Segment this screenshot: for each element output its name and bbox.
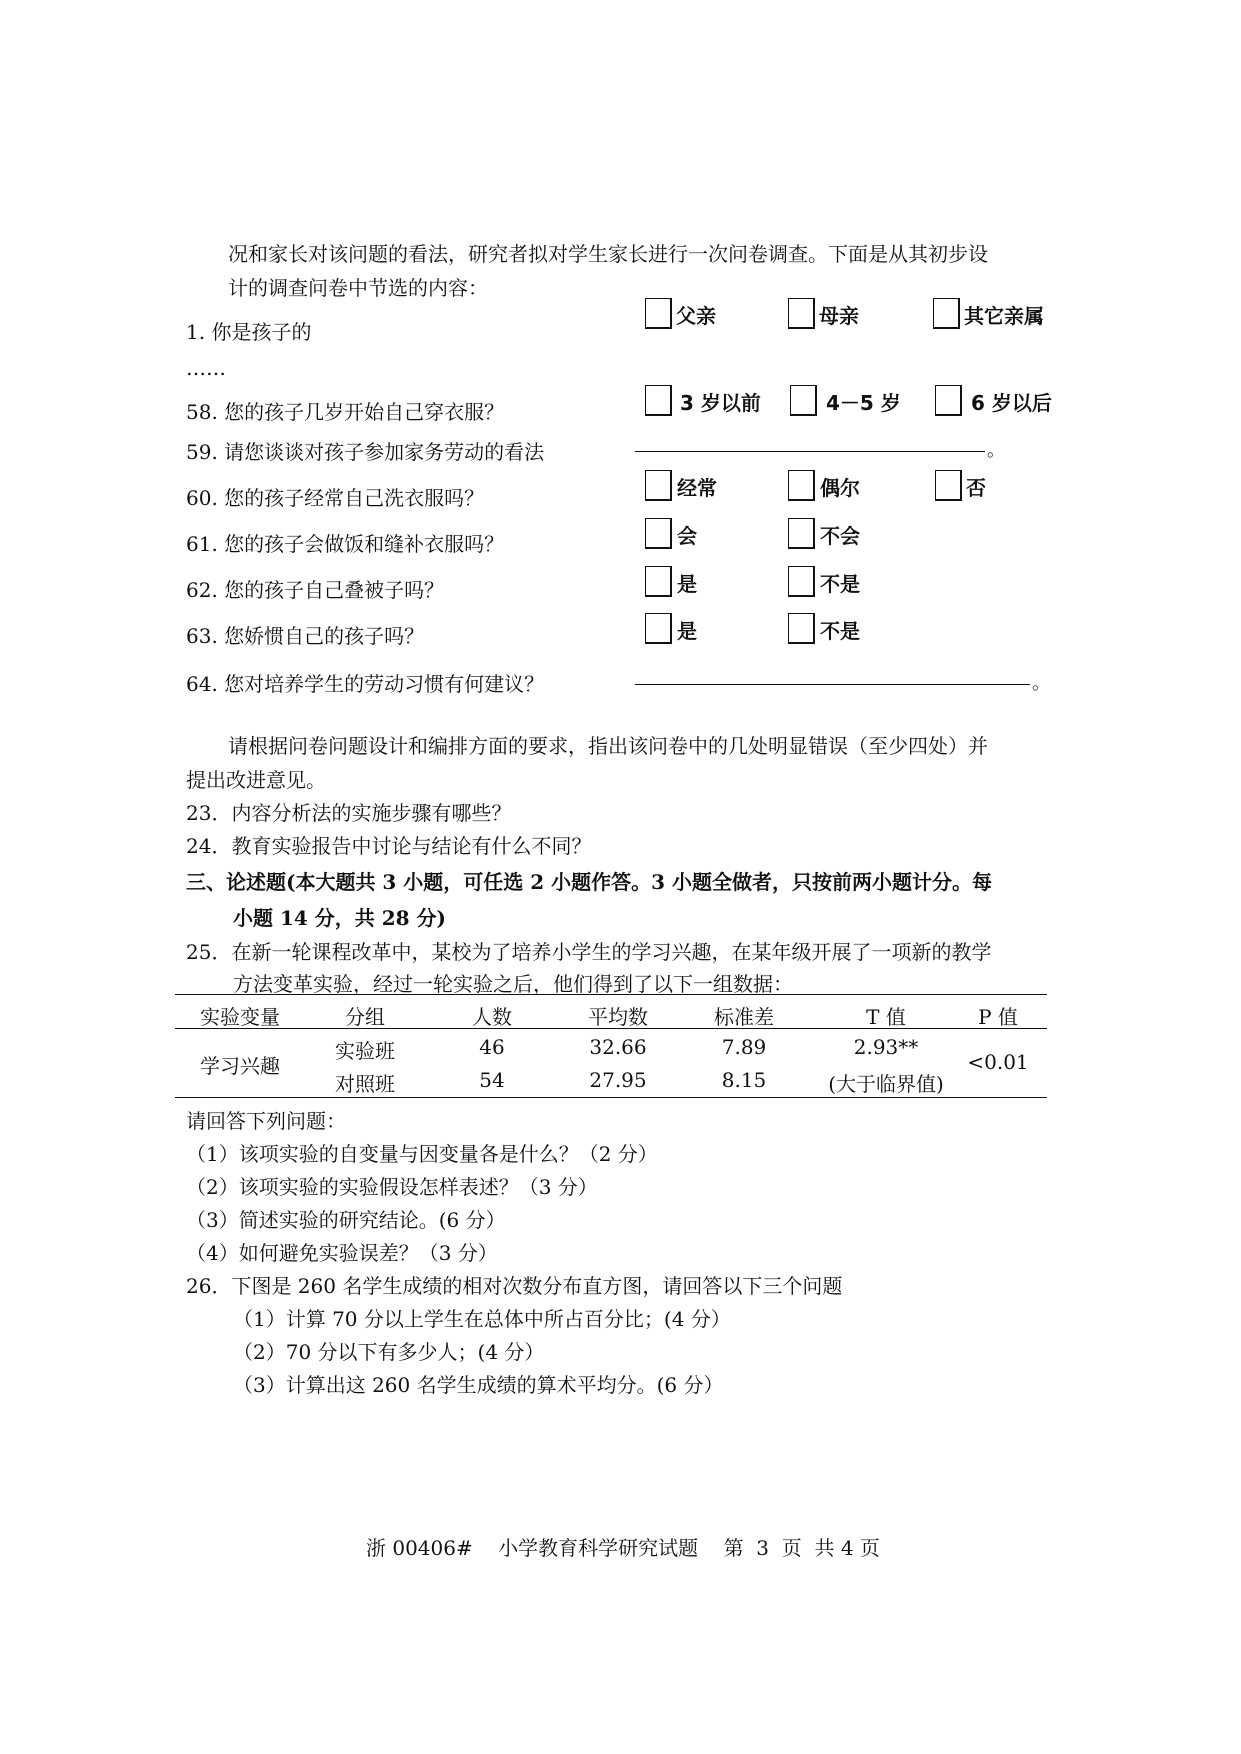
option-no-63-label: 不是 bbox=[820, 619, 860, 643]
checkbox-after-6[interactable] bbox=[935, 385, 962, 416]
q26-sub-1: （1）计算 70 分以上学生在总体中所占百分比；(4 分） bbox=[233, 1307, 731, 1331]
checkbox-yes-62[interactable] bbox=[645, 566, 672, 597]
checkbox-before-3[interactable] bbox=[645, 385, 672, 416]
checkbox-no[interactable] bbox=[935, 470, 962, 501]
question-60-text: 60. 您的孩子经常自己洗衣服吗？ bbox=[186, 486, 485, 510]
question-58-text: 58. 您的孩子几岁开始自己穿衣服？ bbox=[186, 400, 505, 424]
checkbox-no-62[interactable] bbox=[788, 566, 815, 597]
q25-sub-2: （2）该项实验的实验假设怎样表述？（3 分） bbox=[186, 1175, 598, 1199]
checkbox-often[interactable] bbox=[645, 470, 672, 501]
option-cannot-label: 不会 bbox=[820, 524, 860, 548]
checkbox-can[interactable] bbox=[645, 518, 672, 549]
intro-line-2: 计的调查问卷中节选的内容： bbox=[228, 276, 488, 300]
table-header-p: P 值 bbox=[978, 1005, 1018, 1029]
option-occasionally-label: 偶尔 bbox=[820, 476, 860, 500]
q26-sub-3: （3）计算出这 260 名学生成绩的算术平均分。(6 分） bbox=[233, 1373, 724, 1397]
option-often-label: 经常 bbox=[677, 476, 717, 500]
table-row-1-mean: 32.66 bbox=[589, 1035, 647, 1059]
option-other-relative-label: 其它亲属 bbox=[964, 304, 1044, 328]
instruction-line-1: 请根据问卷问题设计和编排方面的要求，指出该问卷中的几处明显错误（至少四处）并 bbox=[228, 734, 988, 758]
option-no-label: 否 bbox=[966, 476, 986, 500]
checkbox-yes-63[interactable] bbox=[645, 613, 672, 644]
checkbox-mother[interactable] bbox=[788, 298, 815, 329]
option-before-3-label: 3 岁以前 bbox=[680, 391, 761, 415]
q25-sub-4: （4）如何避免实验误差？（3 分） bbox=[186, 1241, 498, 1265]
option-after-6-label: 6 岁以后 bbox=[971, 391, 1052, 415]
option-no-62-label: 不是 bbox=[820, 572, 860, 596]
checkbox-cannot[interactable] bbox=[788, 518, 815, 549]
table-row-2-group: 对照班 bbox=[335, 1072, 395, 1096]
table-p-cell: <0.01 bbox=[967, 1050, 1029, 1074]
table-row-1-t: 2.93** bbox=[853, 1035, 919, 1059]
option-yes-62-label: 是 bbox=[677, 572, 697, 596]
question-25-line-1: 25．在新一轮课程改革中，某校为了培养小学生的学习兴趣，在某年级开展了一项新的教学 bbox=[186, 940, 992, 964]
option-can-label: 会 bbox=[677, 524, 697, 548]
ellipsis: …… bbox=[186, 356, 226, 380]
q26-sub-2: （2）70 分以下有多少人；(4 分） bbox=[233, 1340, 545, 1364]
question-64-text: 64. 您对培养学生的劳动习惯有何建议？ bbox=[186, 672, 545, 696]
checkbox-father[interactable] bbox=[645, 298, 672, 329]
intro-line-1: 况和家长对该问题的看法，研究者拟对学生家长进行一次问卷调查。下面是从其初步设 bbox=[228, 242, 988, 266]
question-23: 23．内容分析法的实施步骤有哪些？ bbox=[186, 801, 512, 825]
table-header-sd: 标准差 bbox=[714, 1005, 774, 1029]
answer-line-64[interactable] bbox=[635, 684, 1030, 685]
question-26-line-1: 26．下图是 260 名学生成绩的相对次数分布直方图，请回答以下三个问题 bbox=[186, 1274, 843, 1298]
option-father-label: 父亲 bbox=[676, 304, 716, 328]
table-row-2-n: 54 bbox=[479, 1068, 505, 1092]
question-62-text: 62. 您的孩子自己叠被子吗？ bbox=[186, 578, 445, 602]
table-row-2-mean: 27.95 bbox=[589, 1068, 647, 1092]
table-row-2-t: (大于临界值) bbox=[828, 1072, 944, 1096]
checkbox-occasionally[interactable] bbox=[788, 470, 815, 501]
table-header-t: T 值 bbox=[866, 1005, 906, 1029]
section-3-heading-line-1: 三、论述题(本大题共 3 小题，可任选 2 小题作答。3 小题全做者，只按前两小题计分。每 bbox=[186, 870, 993, 894]
question-63-text: 63. 您娇惯自己的孩子吗？ bbox=[186, 624, 425, 648]
question-1-text: 1. 你是孩子的 bbox=[186, 320, 312, 344]
option-mother-label: 母亲 bbox=[819, 304, 859, 328]
section-3-heading-line-2: 小题 14 分，共 28 分) bbox=[233, 906, 446, 930]
q25-prompt: 请回答下列问题： bbox=[186, 1109, 346, 1133]
option-4-5-label: 4－5 岁 bbox=[826, 391, 901, 415]
table-header-n: 人数 bbox=[472, 1005, 512, 1029]
question-61-text: 61. 您的孩子会做饭和缝补衣服吗？ bbox=[186, 532, 505, 556]
page-footer: 浙 00406# 小学教育科学研究试题 第 3 页 共 4 页 bbox=[366, 1536, 880, 1560]
table-row-1-group: 实验班 bbox=[335, 1039, 395, 1063]
table-top-rule bbox=[175, 994, 1047, 995]
table-header-mean: 平均数 bbox=[588, 1005, 648, 1029]
table-bottom-rule bbox=[175, 1097, 1047, 1098]
table-variable-cell: 学习兴趣 bbox=[200, 1054, 280, 1078]
answer-line-59[interactable] bbox=[635, 451, 985, 452]
end-mark-64: 。 bbox=[1032, 673, 1050, 694]
table-row-1-sd: 7.89 bbox=[721, 1035, 767, 1059]
checkbox-4-5[interactable] bbox=[790, 385, 817, 416]
table-row-1-n: 46 bbox=[479, 1035, 505, 1059]
question-25-line-2: 方法变革实验，经过一轮实验之后，他们得到了以下一组数据： bbox=[233, 972, 793, 996]
checkbox-no-63[interactable] bbox=[788, 613, 815, 644]
end-mark-59: 。 bbox=[987, 440, 1005, 461]
checkbox-other-relative[interactable] bbox=[933, 298, 960, 329]
instruction-line-2: 提出改进意见。 bbox=[186, 768, 326, 792]
q25-sub-1: （1）该项实验的自变量与因变量各是什么？（2 分） bbox=[186, 1142, 658, 1166]
option-yes-63-label: 是 bbox=[677, 619, 697, 643]
q25-sub-3: （3）简述实验的研究结论。(6 分） bbox=[186, 1208, 506, 1232]
table-header-variable: 实验变量 bbox=[200, 1005, 280, 1029]
question-59-text: 59. 请您谈谈对孩子参加家务劳动的看法 bbox=[186, 440, 545, 464]
table-header-group: 分组 bbox=[345, 1005, 385, 1029]
question-24: 24．教育实验报告中讨论与结论有什么不同？ bbox=[186, 834, 592, 858]
table-header-rule bbox=[175, 1028, 1047, 1029]
table-row-2-sd: 8.15 bbox=[721, 1068, 767, 1092]
